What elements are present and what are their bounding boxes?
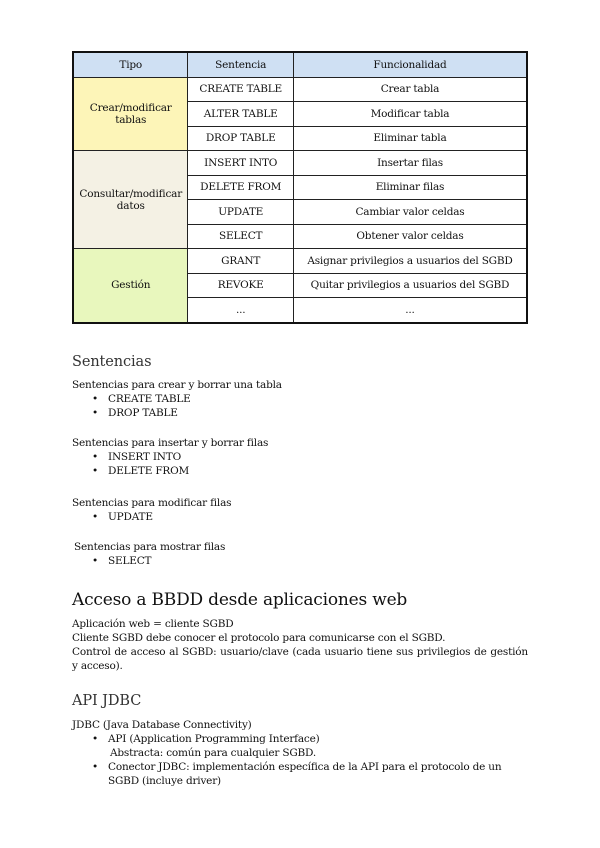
header-funcionalidad: Funcionalidad: [293, 52, 527, 77]
cell-funcion: Crear tabla: [293, 77, 527, 102]
block-intro: Sentencias para modificar filas: [72, 497, 232, 509]
cell-funcion: Eliminar tabla: [293, 126, 527, 151]
jdbc-intro: JDBC (Java Database Connectivity): [72, 719, 252, 731]
group-label-gestion: Gestión: [73, 249, 188, 323]
cell-sentencia: GRANT: [188, 249, 294, 274]
block-intro: Sentencias para crear y borrar una tabla: [72, 379, 282, 391]
list-item-text: API (Application Programming Interface): [108, 733, 320, 745]
list-item: • UPDATE: [108, 510, 532, 524]
cell-sentencia: ALTER TABLE: [188, 102, 294, 127]
sentencias-block-1: [72, 378, 532, 420]
cell-funcion: Insertar filas: [293, 151, 527, 176]
acceso-line: Aplicación web = cliente SGBD: [72, 618, 234, 630]
cell-funcion: Asignar privilegios a usuarios del SGBD: [293, 249, 527, 274]
table-row: [73, 151, 527, 176]
cell-sentencia: REVOKE: [188, 273, 294, 298]
table-row: [73, 77, 527, 102]
list-item: • CREATE TABLE: [108, 392, 532, 406]
list-item-subtext: Abstracta: común para cualquier SGBD.: [110, 747, 316, 759]
sentencias-block-4: [74, 540, 534, 568]
block-intro: Sentencias para mostrar filas: [74, 541, 226, 553]
bullet-list: [72, 450, 532, 478]
header-tipo: Tipo: [73, 52, 188, 77]
header-sentencia: Sentencia: [188, 52, 294, 77]
list-item: • Conector JDBC: implementación específica de la API para el protocolo de un SGBD (incluye driver): [108, 760, 530, 788]
sentencias-block-3: [72, 496, 532, 524]
group-label-crear: Crear/modificar tablas: [73, 77, 188, 151]
sentencias-block-2: [72, 436, 532, 478]
acceso-line: Control de acceso al SGBD: usuario/clave (cada usuario tiene sus privilegios de gestión y acceso).: [72, 646, 528, 672]
cell-funcion: Modificar tabla: [293, 102, 527, 127]
acceso-heading: Acceso a BBDD desde aplicaciones web: [72, 590, 408, 610]
bullet-list: [72, 732, 530, 788]
cell-sentencia: ...: [188, 298, 294, 323]
cell-sentencia: UPDATE: [188, 200, 294, 225]
table-row: [73, 249, 527, 274]
list-item: • DELETE FROM: [108, 464, 532, 478]
list-item: • SELECT: [108, 554, 534, 568]
cell-funcion: Obtener valor celdas: [293, 224, 527, 249]
jdbc-heading: API JDBC: [72, 693, 142, 709]
list-item: • DROP TABLE: [108, 406, 532, 420]
list-item: [108, 732, 530, 760]
bullet-list: [74, 554, 534, 568]
cell-sentencia: DROP TABLE: [188, 126, 294, 151]
table-header-row: [73, 52, 527, 77]
acceso-body: [72, 617, 528, 673]
group-label-consultar: Consultar/modificar datos: [73, 151, 188, 249]
cell-funcion: Eliminar filas: [293, 175, 527, 200]
bullet-list: [72, 392, 532, 420]
bullet-list: [72, 510, 532, 524]
sentencias-heading: Sentencias: [72, 354, 152, 370]
block-intro: Sentencias para insertar y borrar filas: [72, 437, 269, 449]
list-item: • INSERT INTO: [108, 450, 532, 464]
cell-funcion: ...: [293, 298, 527, 323]
cell-funcion: Quitar privilegios a usuarios del SGBD: [293, 273, 527, 298]
cell-funcion: Cambiar valor celdas: [293, 200, 527, 225]
acceso-line: Cliente SGBD debe conocer el protocolo para comunicarse con el SGBD.: [72, 632, 446, 644]
cell-sentencia: DELETE FROM: [188, 175, 294, 200]
sql-statements-table: [72, 51, 528, 324]
cell-sentencia: CREATE TABLE: [188, 77, 294, 102]
cell-sentencia: INSERT INTO: [188, 151, 294, 176]
jdbc-body: [72, 718, 530, 788]
cell-sentencia: SELECT: [188, 224, 294, 249]
